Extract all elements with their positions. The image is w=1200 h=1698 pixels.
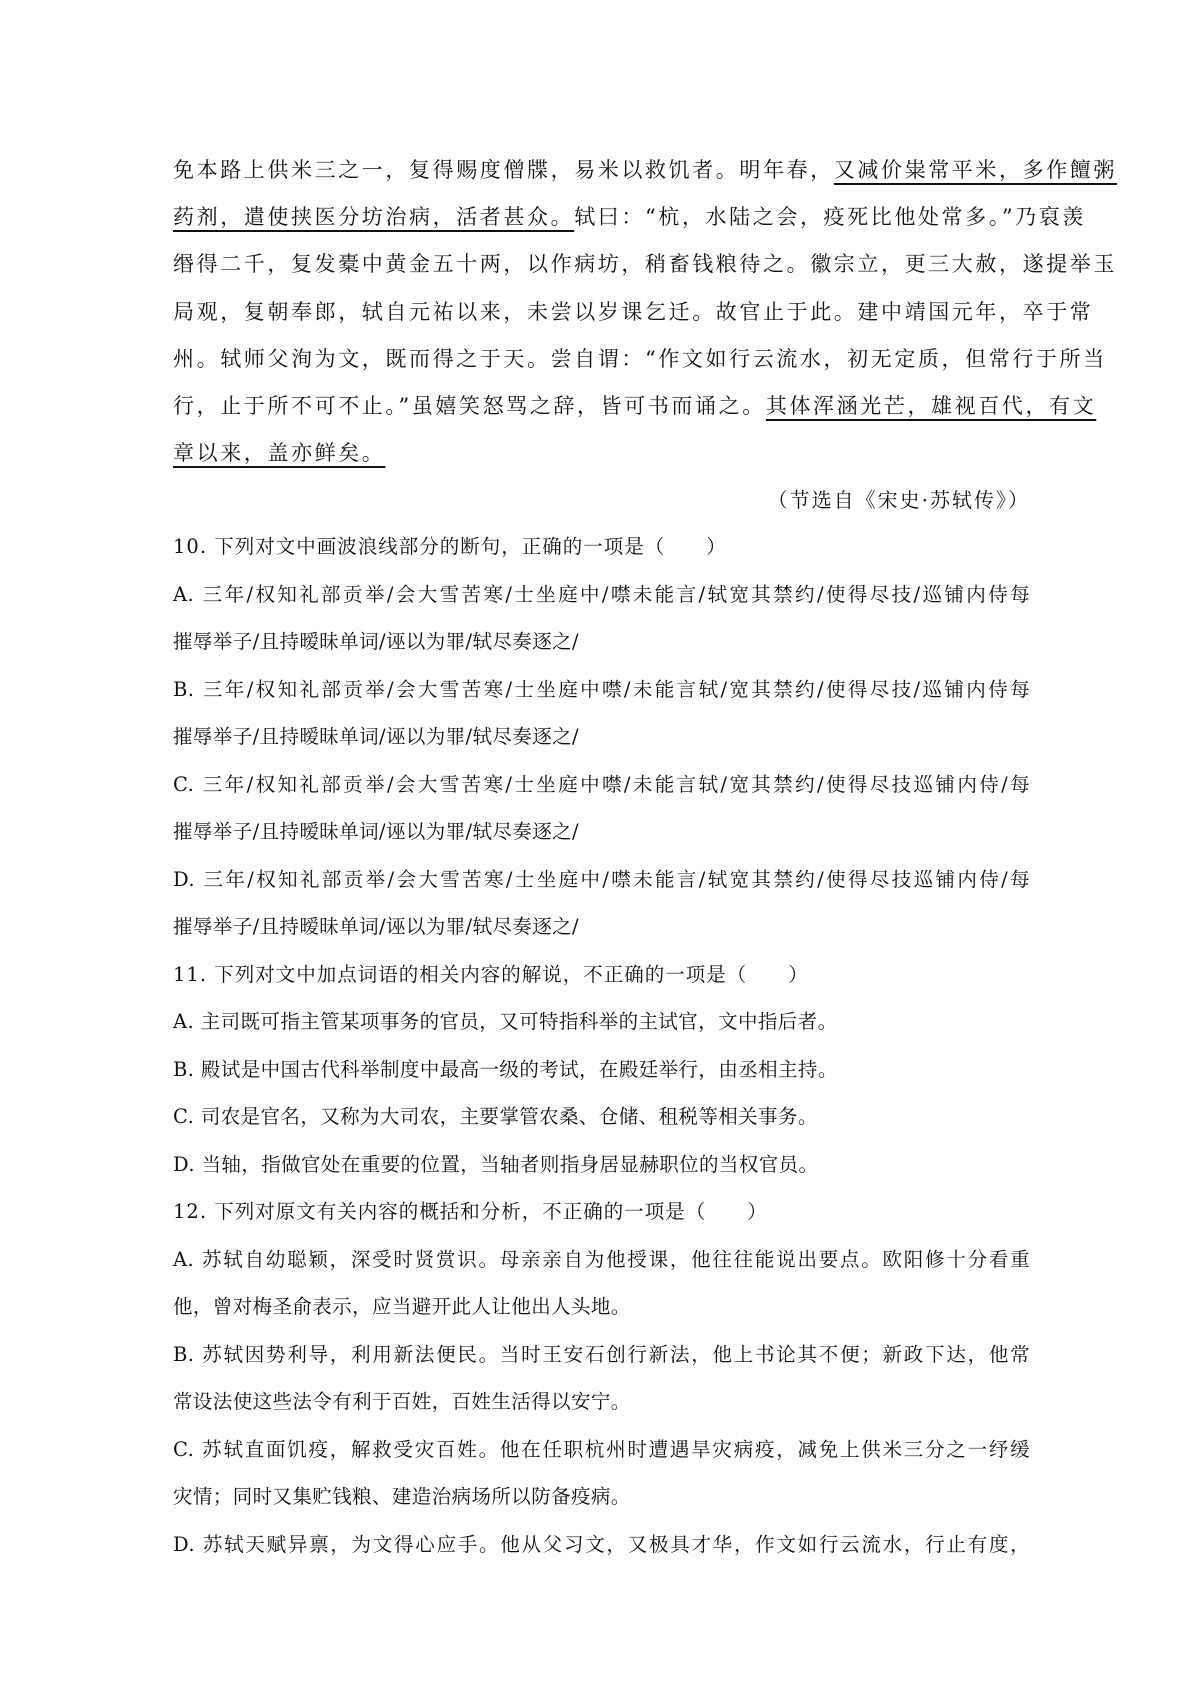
passage-text: 免本路上供米三之一，复得赐度僧牒，易米以救饥者。明年春， (173, 158, 834, 182)
option-b: B. 殿试是中国古代科举制度中最高一级的考试，在殿廷举行，由丞相主持。 (173, 1057, 838, 1081)
option-b-cont: 常设法使这些法令有利于百姓，百姓生活得以安宁。 (173, 1390, 631, 1414)
option-b: B. 三年/权知礼部贡举/会大雪苦寒/士坐庭中噤/未能言轼/宽其禁约/使得尽技/巡铺内侍每 (173, 677, 1030, 701)
question-stem: 12. 下列对原文有关内容的概括和分析，不正确的一项是（ ） (173, 1200, 768, 1224)
passage-line: 局观，复朝奉郎，轼自元祐以来，未尝以岁课乞迁。故官止于此。建中靖国元年，卒于常 (173, 299, 1094, 324)
document-page (173, 147, 1118, 1568)
passage-source: （节选自《宋史·苏轼传》） (767, 488, 1030, 513)
question-11 (173, 951, 1030, 1189)
option-c-cont: 摧辱举子/且持暧昧单词/诬以为罪/轼尽奏逐之/ (173, 820, 579, 844)
underlined-text: 其体浑涵光芒，雄视百代，有文 (765, 394, 1097, 419)
option-a-cont: 摧辱举子/且持暧昧单词/诬以为罪/轼尽奏逐之/ (173, 630, 579, 654)
option-b: B. 苏轼因势利导，利用新法便民。当时王安石创行新法，他上书论其不便；新政下达，他常 (173, 1342, 1030, 1366)
passage-text: 行，止于所不可不止。”虽嬉笑怒骂之辞，皆可书而诵之。 (173, 394, 766, 419)
underlined-text: 章以来，盖亦鲜矣。 (173, 441, 386, 466)
question-stem: 11. 下列对文中加点词语的相关内容的解说，不正确的一项是（ ） (173, 962, 809, 986)
option-c: C. 司农是官名，又称为大司农，主要掌管农桑、仓储、租税等相关事务。 (173, 1105, 818, 1129)
passage-line (173, 430, 1030, 477)
option-d-cont: 摧辱举子/且持暧昧单词/诬以为罪/轼尽奏逐之/ (173, 915, 579, 939)
option-c: C. 苏轼直面饥疫，解救受灾百姓。他在任职杭州时遭遇旱灾病疫，减免上供米三分之一纾缓 (173, 1437, 1030, 1461)
passage-line: 缗得二千，复发橐中黄金五十两，以作病坊，稍畜钱粮待之。徽宗立，更三大赦，遂提举玉 (173, 252, 1117, 277)
option-a: A. 三年/权知礼部贡举/会大雪苦寒/士坐庭中/噤未能言/轼宽其禁约/使得尽技/巡铺内侍每 (173, 582, 1030, 606)
question-stem: 10. 下列对文中画波浪线部分的断句，正确的一项是（ ） (173, 535, 727, 559)
option-c-cont: 灾情；同时又集贮钱粮、建造治病场所以防备疫病。 (173, 1485, 631, 1509)
passage-line: 州。轼师父洵为文，既而得之于天。尝自谓：“作文如行云流水，初无定质，但常行于所当 (173, 346, 1107, 371)
passage-text: 轼曰：“杭，水陆之会，疫死比他处常多。”乃裒羡 (574, 205, 1086, 230)
passage-line (173, 147, 1118, 194)
question-10 (173, 523, 1030, 951)
underlined-text: 又减价粜常平米，多作饘粥 (833, 158, 1118, 182)
option-d: D. 当轴，指做官处在重要的位置，当轴者则指身居显赫职位的当权官员。 (173, 1152, 819, 1176)
option-d: D. 三年/权知礼部贡举/会大雪苦寒/士坐庭中/噤未能言/轼宽其禁约/使得尽技巡铺内侍/每 (173, 867, 1030, 891)
option-a: A. 主司既可指主管某项事务的官员，又可特指科举的主试官，文中指后者。 (173, 1010, 838, 1034)
classical-passage (173, 147, 1118, 477)
option-c: C. 三年/权知礼部贡举/会大雪苦寒/士坐庭中噤/未能言轼/宽其禁约/使得尽技巡铺内侍/每 (173, 772, 1030, 796)
option-a: A. 苏轼自幼聪颖，深受时贤赏识。母亲亲自为他授课，他往往能说出要点。欧阳修十分看重 (173, 1247, 1030, 1271)
option-d: D. 苏轼天赋异禀，为文得心应手。他从父习文，又极具才华，作文如行云流水，行止有度， (173, 1532, 1030, 1556)
option-b-cont: 摧辱举子/且持暧昧单词/诬以为罪/轼尽奏逐之/ (173, 725, 579, 749)
question-12 (173, 1188, 1030, 1568)
underlined-text: 药剂，遣使挟医分坊治病，活者甚众。 (173, 205, 575, 230)
passage-line (173, 383, 1097, 430)
passage-line (173, 194, 1086, 241)
option-a-cont: 他，曾对梅圣俞表示，应当避开此人让他出人头地。 (173, 1295, 631, 1319)
